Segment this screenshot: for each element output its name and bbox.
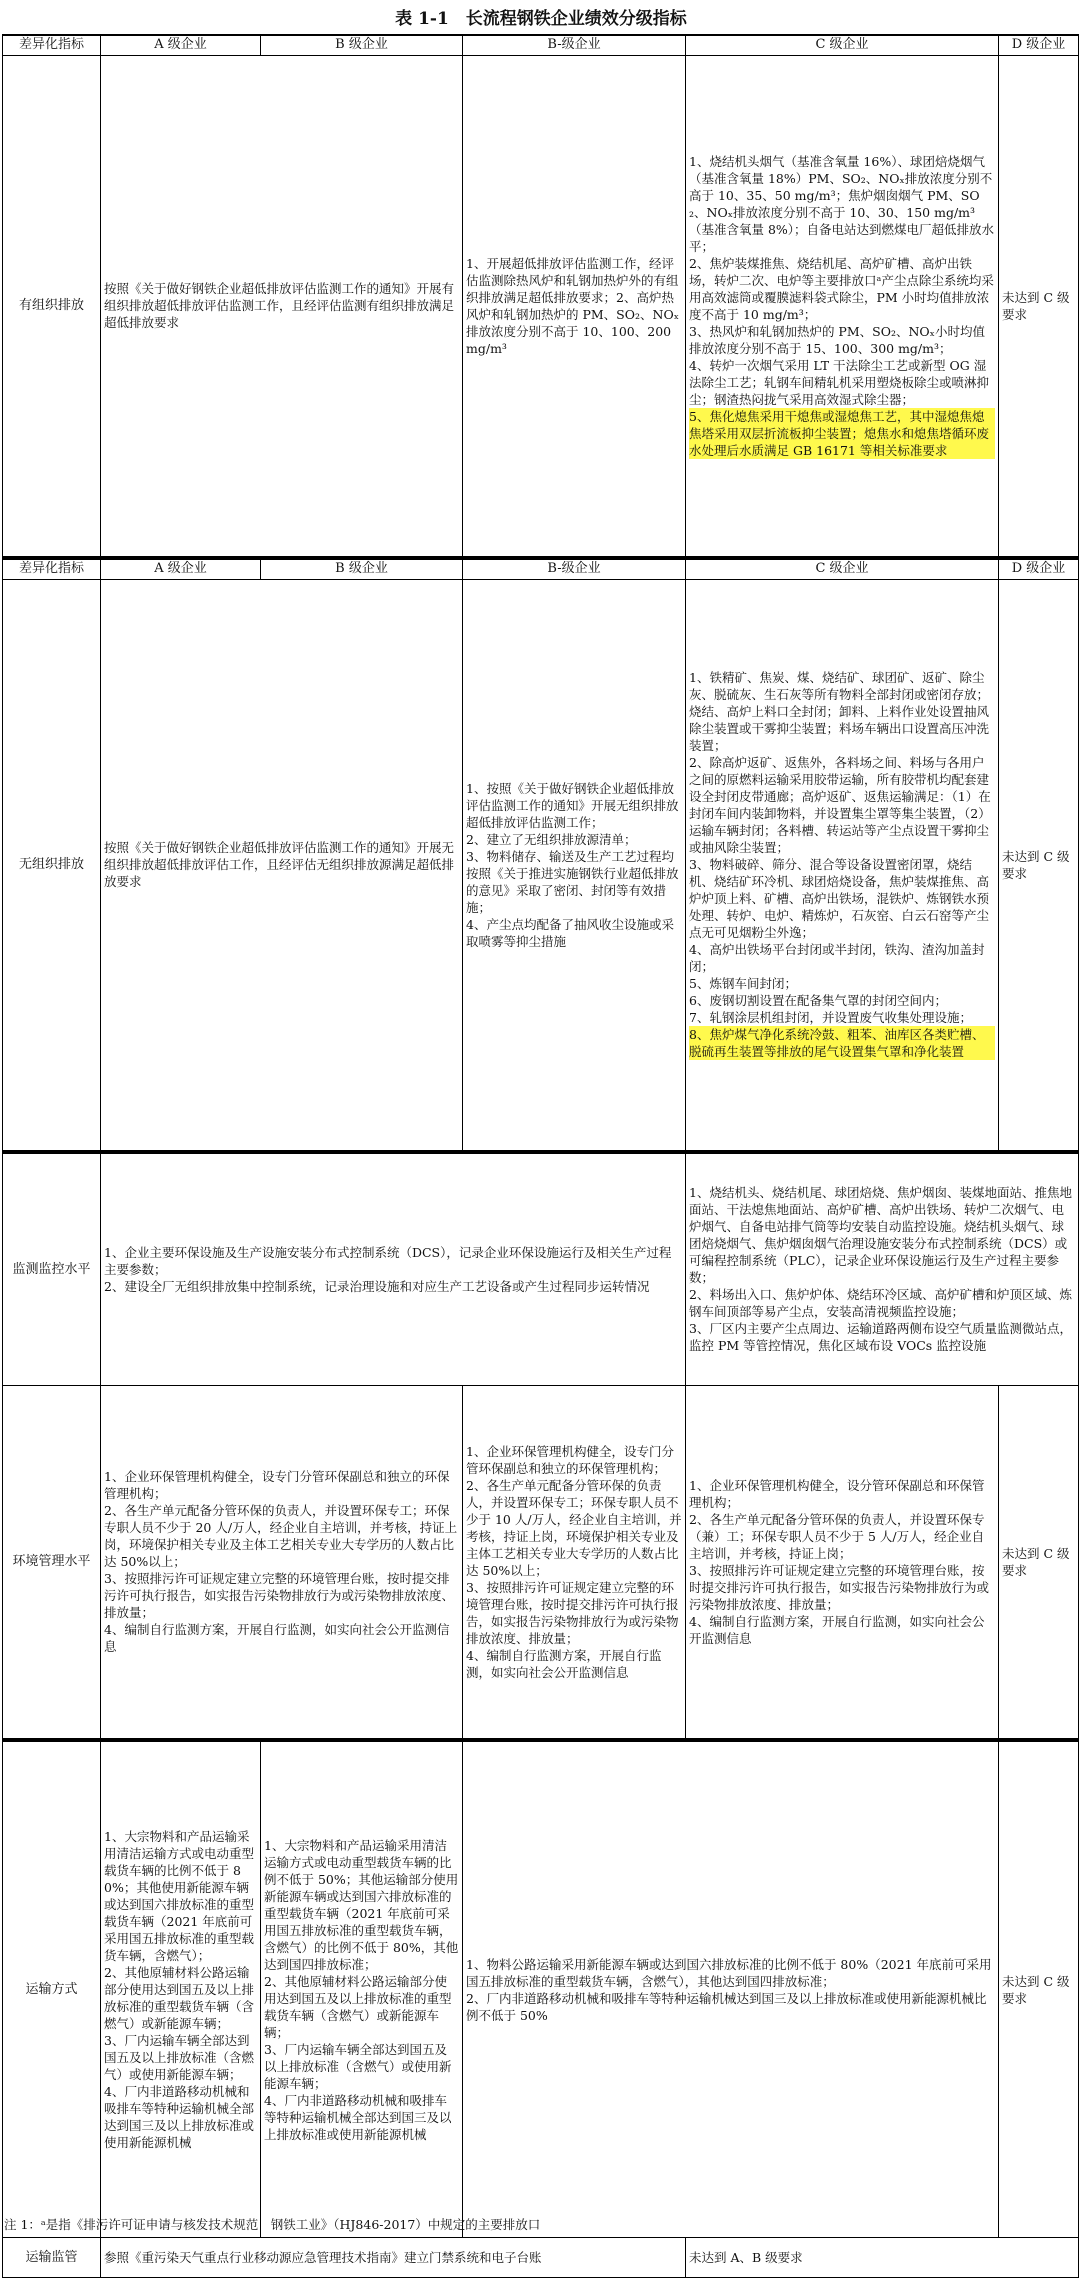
fugitive-c-item: 3、物料破碎、筛分、混合等设备设置密闭罩，烧结机、烧结矿环冷机、球团焙烧设备，焦炉装煤推焦、高炉炉顶上料、矿槽、高炉出铁场，混铁炉、炼钢铁水预处理、转炉、电炉、精炼炉，石灰窑、白云石窑等产尘点无可见烟粉尘外逸；	[689, 857, 990, 941]
header-b: B 级企业	[261, 35, 463, 55]
fugitive-d-cell: 未达到 C 级要求	[999, 579, 1079, 1151]
monitoring-c-item: 1、烧结机头、烧结机尾、球团焙烧、焦炉烟囱、装煤地面站、推焦地面站、干法熄焦地面站、高炉矿槽、高炉出铁场、转炉二次烟气、电炉烟气、自备电站排气筒等均安装自动监控设施。烧结机头烟气、球团焙烧烟气、焦炉烟囱烟气治理设施安装分布式控制系统（DCS）或可编程控制系统（PLC），记录企业环保设施运行及生产过程主要参数；	[689, 1185, 1072, 1286]
organized-d-cell: 未达到 C 级要求	[999, 55, 1079, 557]
organized-c-item: 2、焦炉装煤推焦、烧结机尾、高炉矿槽、高炉出铁场，转炉二次、电炉等主要排放口ᵃ产尘点除尘系统均采用高效滤筒或覆膜滤料袋式除尘，PM 小时均值排放浓度不高于 10 mg/m³；	[689, 255, 994, 322]
management-bminus-item: 2、各生产单元配备分管环保的负责人，并设置环保专工；环保专职人员不少于 10 人/万人，经企业自主培训，并考核，持证上岗，环境保护相关专业及主体工艺相关专业大专学历的人数占比达 50%以上；	[466, 1477, 682, 1578]
header-a: A 级企业	[101, 559, 261, 579]
fugitive-c-item: 2、除高炉返矿、返焦外，各料场之间、料场与各用户之间的原燃料运输采用胶带运输，所有胶带机均配套建设全封闭皮带通廊；高炉返矿、返焦运输满足：（1）在封闭车间内装卸物料，并设置集尘罩等集尘装置，（2）运输车辆封闭；各料槽、转运站等产尘点设置干雾抑尘或抽风除尘装置；	[689, 755, 991, 856]
header-row	[3, 35, 1079, 55]
organized-label: 有组织排放	[3, 55, 101, 557]
management-c-item: 4、编制自行监测方案，开展自行监测，如实向社会公开监测信息	[689, 1613, 985, 1646]
organized-bminus-cell: 1、开展超低排放评估监测工作，经评估监测除热风炉和轧钢加热炉外的有组织排放满足超低排放要求；2、高炉热风炉和轧钢加热炉的 PM、SO₂、NOₓ排放浓度分别不高于 10、100、200 mg/m³	[463, 55, 686, 557]
header-bminus: B-级企业	[463, 559, 686, 579]
row-fugitive	[3, 579, 1079, 1151]
fugitive-label: 无组织排放	[3, 579, 101, 1151]
monitoring-c-item: 3、厂区内主要产尘点周边、运输道路两侧布设空气质量监测微站点，监控 PM 等管控情况，焦化区域布设 VOCs 监控设施	[689, 1321, 1072, 1354]
table-block-transport	[2, 1740, 1079, 2278]
transport-a-item: 3、厂内运输车辆全部达到国五及以上排放标准（含燃气）或使用新能源车辆；	[104, 2033, 255, 2082]
transport-b-item: 1、大宗物料和产品运输采用清洁运输方式或电动重型载货车辆的比例不低于 50%；其他运输部分使用新能源车辆或达到国六排放标准的重型载货车辆（2021 年底前可采用国五排放标准的重型载货车辆，含燃气）的比例不低于 80%，其他达到国四排放标准；	[264, 1837, 459, 1972]
management-c-item: 3、按照排污许可证规定建立完整的环境管理台账，按时提交排污许可执行报告，如实报告污染物排放行为或污染物排放浓度、排放量；	[689, 1562, 990, 1612]
fugitive-c-item: 7、轧钢涂层机组封闭，并设置废气收集处理设施；	[689, 1010, 972, 1026]
management-label: 环境管理水平	[3, 1385, 101, 1739]
management-d-cell: 未达到 C 级要求	[999, 1385, 1079, 1739]
transport-bmc-item: 2、厂内非道路移动机械和吸排车等特种运输机械达到国三及以上排放标准或使用新能源机械比例不低于 50%	[466, 1990, 987, 2023]
management-bminus-item: 4、编制自行监测方案，开展自行监测，如实向社会公开监测信息	[466, 1647, 662, 1680]
transport-b-item: 4、厂内非道路移动机械和吸排车等特种运输机械全部达到国三及以上排放标准或使用新能源机械	[264, 2092, 452, 2142]
transport-d-cell: 未达到 C 级要求	[999, 1741, 1079, 2238]
fugitive-c-item: 1、铁精矿、焦炭、煤、烧结矿、球团矿、返矿、除尘灰、脱硫灰、生石灰等所有物料全部封闭或密闭存放；烧结、高炉上料口全封闭；卸料、上料作业处设置抽风除尘装置或干雾抑尘装置；料场车辆出口设置高压冲洗装置；	[689, 670, 990, 754]
transport-b-item: 2、其他原辅材料公路运输部分使用达到国五及以上排放标准的重型载货车辆（含燃气）或新能源车辆；	[264, 1973, 452, 2040]
row-organized	[3, 55, 1079, 557]
table-block-monitoring-management	[2, 1152, 1079, 1740]
transport-b-item: 3、厂内运输车辆全部达到国五及以上排放标准（含燃气）或使用新能源车辆；	[264, 2041, 452, 2091]
fugitive-bminus-item: 3、物料储存、输送及生产工艺过程均按照《关于推进实施钢铁行业超低排放的意见》采取了密闭、封闭等有效措施；	[466, 848, 679, 915]
fugitive-c-cell	[686, 579, 999, 1151]
organized-ab-cell: 按照《关于做好钢铁企业超低排放评估监测工作的通知》开展有组织排放超低排放评估监测工作，且经评估监测有组织排放满足超低排放要求	[101, 55, 463, 557]
management-c-cell	[686, 1385, 999, 1739]
fugitive-ab-cell: 按照《关于做好钢铁企业超低排放评估监测工作的通知》开展无组织排放超低排放评估工作，且经评估无组织排放源满足超低排放要求	[101, 579, 463, 1151]
row-transport-supervision	[3, 2238, 1079, 2278]
table-block-organized	[2, 34, 1079, 558]
management-ab-item: 4、编制自行监测方案，开展自行监测，如实向社会公开监测信息	[104, 1622, 450, 1655]
row-transport	[3, 1741, 1079, 2238]
management-ab-item: 1、企业环保管理机构健全，设专门分管环保副总和独立的环保管理机构；	[104, 1469, 450, 1502]
fugitive-bminus-item: 4、产尘点均配备了抽风收尘设施或采取喷雾等抑尘措施	[466, 916, 674, 949]
header-diff: 差异化指标	[3, 559, 101, 579]
transport-a-cell	[101, 1741, 261, 2238]
transport-supervision-rest-cell: 未达到 A、B 级要求	[686, 2238, 1079, 2278]
monitoring-abbm-item: 1、企业主要环保设施及生产设施安装分布式控制系统（DCS），记录企业环保设施运行及相关生产过程主要参数；	[104, 1244, 672, 1277]
monitoring-abbm-item: 2、建设全厂无组织排放集中控制系统，记录治理设施和对应生产工艺设备或产生过程同步运转情况	[104, 1278, 650, 1294]
table-block-fugitive	[2, 558, 1079, 1152]
transport-a-item: 1、大宗物料和产品运输采用清洁运输方式或电动重型载货车辆的比例不低于 80%；其他使用新能源车辆或达到国六排放标准的重型载货车辆（2021 年底前可采用国五排放标准的重型载货车辆，含燃气）；	[104, 1829, 255, 1963]
header-b: B 级企业	[261, 559, 463, 579]
transport-a-item: 4、厂内非道路移动机械和吸排车等特种运输机械全部达到国三及以上排放标准或使用新能源机械	[104, 2084, 255, 2150]
fugitive-c-item: 6、废钢切割设置在配备集气罩的封闭空间内；	[689, 993, 947, 1009]
transport-b-cell	[261, 1741, 463, 2238]
transport-bmc-cell	[463, 1741, 999, 2238]
header-c: C 级企业	[686, 35, 999, 55]
fugitive-bminus-item: 1、按照《关于做好钢铁企业超低排放评估监测工作的通知》开展无组织排放超低排放评估监测工作；	[466, 780, 679, 830]
organized-c-cell	[686, 55, 999, 557]
monitoring-c-item: 2、料场出入口、焦炉炉体、烧结环冷区域、高炉矿槽和炉顶区域、炼钢车间顶部等易产尘点，安装高清视频监控设施；	[689, 1287, 1072, 1320]
organized-c-highlight: 5、焦化熄焦采用干熄焦或湿熄焦工艺，其中湿熄焦熄焦塔采用双层折流板抑尘装置；熄焦水和熄焦塔循环废水处理后水质满足 GB 16171 等相关标准要求	[689, 408, 995, 459]
header-c: C 级企业	[686, 559, 999, 579]
header-diff: 差异化指标	[3, 35, 101, 55]
management-bminus-item: 1、企业环保管理机构健全，设专门分管环保副总和独立的环保管理机构；	[466, 1443, 674, 1476]
management-bminus-item: 3、按照排污许可证规定建立完整的环境管理台账，按时提交排污许可执行报告，如实报告污染物排放行为或污染物排放浓度、排放量；	[466, 1579, 679, 1646]
header-d: D 级企业	[999, 35, 1079, 55]
footnote: 注 1：ᵃ是指《排污许可证申请与核发技术规范 钢铁工业》（HJ846-2017）中规定的主要排放口	[4, 2217, 541, 2232]
header-d: D 级企业	[999, 559, 1079, 579]
management-c-item: 1、企业环保管理机构健全，设分管环保副总和环保管理机构；	[689, 1477, 985, 1510]
transport-a-item: 2、其他原辅材料公路运输部分使用达到国五及以上排放标准的重型载货车辆（含燃气）或新能源车辆；	[104, 1965, 255, 2031]
management-ab-item: 3、按照排污许可证规定建立完整的环境管理台账，按时提交排污许可执行报告，如实报告污染物排放行为或污染物排放浓度、排放量；	[104, 1571, 455, 1621]
fugitive-c-highlight: 8、焦炉煤气净化系统冷鼓、粗苯、油库区各类贮槽、脱硫再生装置等排放的尾气设置集气罩和净化装置	[689, 1026, 995, 1060]
management-bminus-cell	[463, 1385, 686, 1739]
organized-c-item: 1、烧结机头烟气（基准含氧量 16%）、球团焙烧烟气（基准含氧量 18%）PM、SO₂、NOₓ排放浓度分别不高于 10、35、50 mg/m³；焦炉烟囱烟气 PM、SO₂、NOₓ排放浓度分别不高于 10、30、150 mg/m³（基准含氧量 8%）；自备电站达到燃煤电厂超低排放水平；	[689, 153, 995, 254]
monitoring-label: 监测监控水平	[3, 1153, 101, 1385]
monitoring-abbm-cell	[101, 1153, 686, 1385]
fugitive-c-item: 4、高炉出铁场平台封闭或半封闭，铁沟、渣沟加盖封闭；	[689, 942, 985, 975]
management-ab-cell	[101, 1385, 463, 1739]
fugitive-bminus-item: 2、建立了无组织排放源清单；	[466, 831, 637, 847]
header-a: A 级企业	[101, 35, 261, 55]
header-bminus: B-级企业	[463, 35, 686, 55]
table-title: 表 1-1 长流程钢铁企业绩效分级指标	[395, 9, 687, 29]
organized-c-item: 4、转炉一次烟气采用 LT 干法除尘工艺或新型 OG 湿法除尘工艺；轧钢车间精轧机采用塑烧板除尘或喷淋抑尘；钢渣热闷拢气采用高效湿式除尘器；	[689, 357, 990, 407]
row-management	[3, 1385, 1079, 1739]
monitoring-c-cell	[686, 1153, 1079, 1385]
transport-bmc-item: 1、物料公路运输采用新能源车辆或达到国六排放标准的比例不低于 80%（2021 年底前可采用国五排放标准的重型载货车辆，含燃气），其他达到国四排放标准；	[466, 1956, 992, 1989]
transport-supervision-ab-cell: 参照《重污染天气重点行业移动源应急管理技术指南》建立门禁系统和电子台账	[101, 2238, 686, 2278]
fugitive-c-item: 5、炼钢车间封闭；	[689, 976, 797, 992]
management-ab-item: 2、各生产单元配备分管环保的负责人，并设置环保专工；环保专职人员不少于 20 人/万人，经企业自主培训，并考核，持证上岗，环境保护相关专业及主体工艺相关专业大专学历的人数占比达 50%以上；	[104, 1503, 458, 1570]
row-monitoring	[3, 1153, 1079, 1385]
organized-c-item: 3、热风炉和轧钢加热炉的 PM、SO₂、NOₓ小时均值排放浓度分别不高于 15、100、300 mg/m³；	[689, 323, 985, 356]
transport-supervision-label: 运输监管	[3, 2238, 101, 2278]
transport-label: 运输方式	[3, 1741, 101, 2238]
management-c-item: 2、各生产单元配备分管环保的负责人，并设置环保专（兼）工；环保专职人员不少于 5 人/万人，经企业自主培训，并考核，持证上岗；	[689, 1511, 985, 1561]
fugitive-bminus-cell	[463, 579, 686, 1151]
header-row	[3, 559, 1079, 579]
